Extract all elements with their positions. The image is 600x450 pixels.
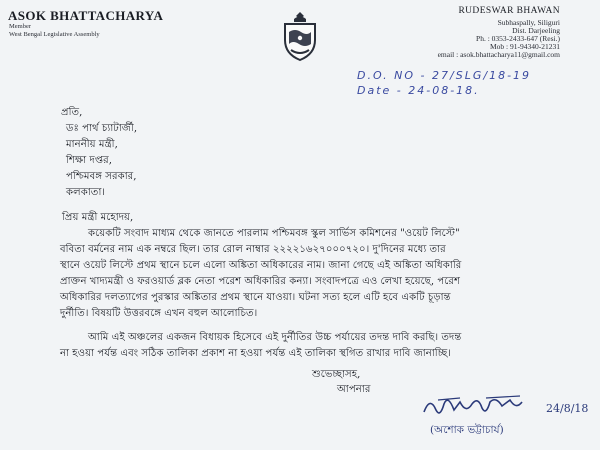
recipient-line: মাননীয় মন্ত্রী, <box>66 139 118 150</box>
signatory-name: (অশোক ভট্টাচার্য) <box>430 424 504 436</box>
body-line: আমি এই অঞ্চলের একজন বিধায়ক হিসেবে এই দুর্নীতির উচ্চ পর্যায়ের তদন্ত দাবি করছি। তদন্ত <box>88 332 462 343</box>
sender-name: ASOK BHATTACHARYA <box>8 8 164 23</box>
body-line: কয়েকটি সংবাদ মাধ্যম থেকে জানতে পারলাম পশ্চিমবঙ্গ স্কুল সার্ভিস কমিশনের "ওয়েট লিস্টে" <box>88 228 460 239</box>
address-line: Subhaspally, Siliguri <box>497 18 560 27</box>
recipient-line: পশ্চিমবঙ্গ সরকার, <box>66 171 137 182</box>
memo-date: Date - 24-08-18. <box>357 84 480 97</box>
address-line: Dist. Darjeeling <box>512 26 560 35</box>
state-emblem-icon <box>277 10 323 62</box>
signature-scribble <box>420 392 550 422</box>
body-line: স্থানে ওয়েট লিস্টে প্রথম স্থানে চলে এলো অঙ্কিতা অধিকারের নাম। জানা গেছে এই অঙ্কিতা অধিকারি <box>60 260 462 271</box>
email-line: email : asok.bhattacharya11@gmail.com <box>437 50 560 59</box>
memo-number: D.O. NO - 27/SLG/18-19 <box>357 69 532 82</box>
recipient-line: কলকাতা। <box>66 187 106 198</box>
recipient-line: ডঃ পার্থ চ্যাটার্জী, <box>66 123 138 134</box>
sender-designation: Member <box>9 23 32 30</box>
closing: শুভেচ্ছাসহ, <box>312 369 361 380</box>
body-line: দুর্নীতি। বিষয়টি উত্তরবঙ্গে এখন বহুল আলোচিত। <box>60 308 258 319</box>
body-line: না হওয়া পর্যন্ত এবং সঠিক তালিকা প্রকাশ না হওয়া পর্যন্ত এই তালিকা স্থগিত রাখার দাবি জানাচ্ছি। <box>60 348 452 359</box>
body-line: অধিকারির দলত্যাগের পুরস্কার অঙ্কিতার প্রথম স্থানে যাওয়া। ঘটনা সত্য হলে এটি হবে একটি চূড়ান্ত <box>60 292 451 303</box>
greeting: প্রিয় মন্ত্রী মহোদয়, <box>62 212 134 223</box>
recipient-salutation: প্রতি, <box>61 107 83 118</box>
recipient-line: শিক্ষা দপ্তর, <box>66 155 112 166</box>
address-title: RUDESWAR BHAWAN <box>458 6 560 16</box>
sender-assembly: West Bengal Legislative Assembly <box>9 31 100 38</box>
sign-off: আপনার <box>337 384 371 395</box>
signature-date: 24/8/18 <box>546 402 589 415</box>
mobile-line: Mob : 91-94340-21231 <box>490 42 560 51</box>
phone-line: Ph. : 0353-2433-647 (Resi.) <box>476 34 560 43</box>
body-line: প্রাক্তন খাদ্যমন্ত্রী ও ফরওয়ার্ড ব্লক নেতা পরেশ অধিকারির কন্যা। সংবাদপত্রে এও লেখা হয়েছে, পরেশ <box>60 276 460 287</box>
body-line: ববিতা বর্মনের নাম এক নম্বরে ছিল। তার রোল নাম্বার ২২২২১৬২৭০০০৭২০। দু'দিনের মধ্যে তার <box>60 244 446 255</box>
